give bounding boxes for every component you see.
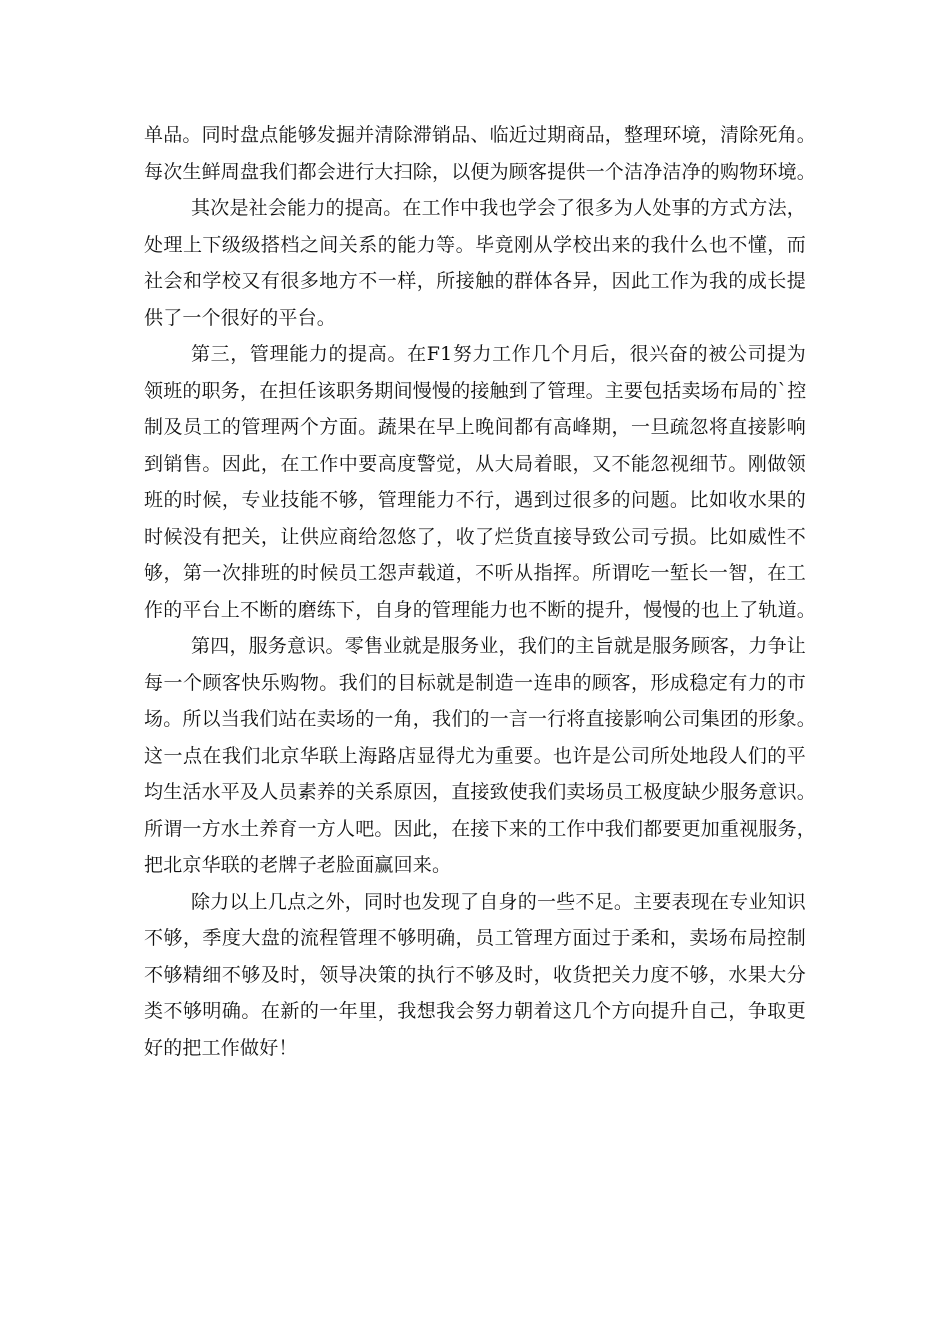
text-line: 到销售。因此，在工作中要高度警觉，从大局着眼，又不能忽视细节。刚做领 xyxy=(144,452,806,475)
text-line: 时候没有把关，让供应商给忽悠了，收了烂货直接导致公司亏损。比如威性不 xyxy=(144,525,806,548)
text-line: 单品。同时盘点能够发掘并清除滞销品、临近过期商品，整理环境，清除死角。 xyxy=(144,124,817,146)
text-line: 把北京华联的老牌子老脸面赢回来。 xyxy=(144,854,452,876)
text-line: 这一点在我们北京华联上海路店显得尤为重要。也许是公司所处地段人们的平 xyxy=(144,744,806,767)
document-page xyxy=(144,117,817,1066)
text-line: 供了一个很好的平台。 xyxy=(144,306,337,329)
text-line: 不够精细不够及时，领导决策的执行不够及时，收货把关力度不够，水果大分 xyxy=(144,963,806,986)
text-line: 处理上下级级搭档之间关系的能力等。毕竟刚从学校出来的我什么也不懂，而 xyxy=(144,233,806,256)
text-line: 班的时候，专业技能不够，管理能力不行，遇到过很多的问题。比如收水果的 xyxy=(144,489,806,511)
text-line: 均生活水平及人员素养的关系原因，直接致使我们卖场员工极度缺少服务意识。 xyxy=(144,781,817,803)
text-line: 作的平台上不断的磨练下，自身的管理能力也不断的提升，慢慢的也上了轨道。 xyxy=(144,598,817,621)
text-line: 所谓一方水土养育一方人吧。因此，在接下来的工作中我们都要更加重视服务， xyxy=(144,817,817,840)
text-line: 第四，服务意识。零售业就是服务业，我们的主旨就是服务顾客，力争让 xyxy=(191,635,806,657)
text-line: 够，第一次排班的时候员工怨声载道，不听从指挥。所谓吃一堑长一智，在工 xyxy=(144,562,806,584)
text-line: 不够，季度大盘的流程管理不够明确，员工管理方面过于柔和，卖场布局控制 xyxy=(144,927,806,949)
text-line: 好的把工作做好！ xyxy=(144,1036,298,1059)
text-line: 每次生鲜周盘我们都会进行大扫除，以便为顾客提供一个洁净洁净的购物环境。 xyxy=(144,160,817,183)
text-line: 制及员工的管理两个方面。蔬果在早上晚间都有高峰期，一旦疏忽将直接影响 xyxy=(144,416,806,438)
text-line: 每一个顾客快乐购物。我们的目标就是制造一连串的顾客，形成稳定有力的市 xyxy=(144,671,806,694)
text-line: 领班的职务，在担任该职务期间慢慢的接触到了管理。主要包括卖场布局的`控 xyxy=(144,379,807,402)
text-line: 场。所以当我们站在卖场的一角，我们的一言一行将直接影响公司集团的形象。 xyxy=(144,708,817,730)
text-line: 其次是社会能力的提高。在工作中我也学会了很多为人处事的方式方法， xyxy=(191,197,806,219)
text-line: 社会和学校又有很多地方不一样，所接触的群体各异，因此工作为我的成长提 xyxy=(144,270,806,292)
text-line: 类不够明确。在新的一年里，我想我会努力朝着这几个方向提升自己，争取更 xyxy=(144,1000,806,1022)
text-line: 除力以上几点之外，同时也发现了自身的一些不足。主要表现在专业知识 xyxy=(191,890,806,913)
text-line: 第三，管理能力的提高。在F1努力工作几个月后，很兴奋的被公司提为 xyxy=(191,343,806,365)
